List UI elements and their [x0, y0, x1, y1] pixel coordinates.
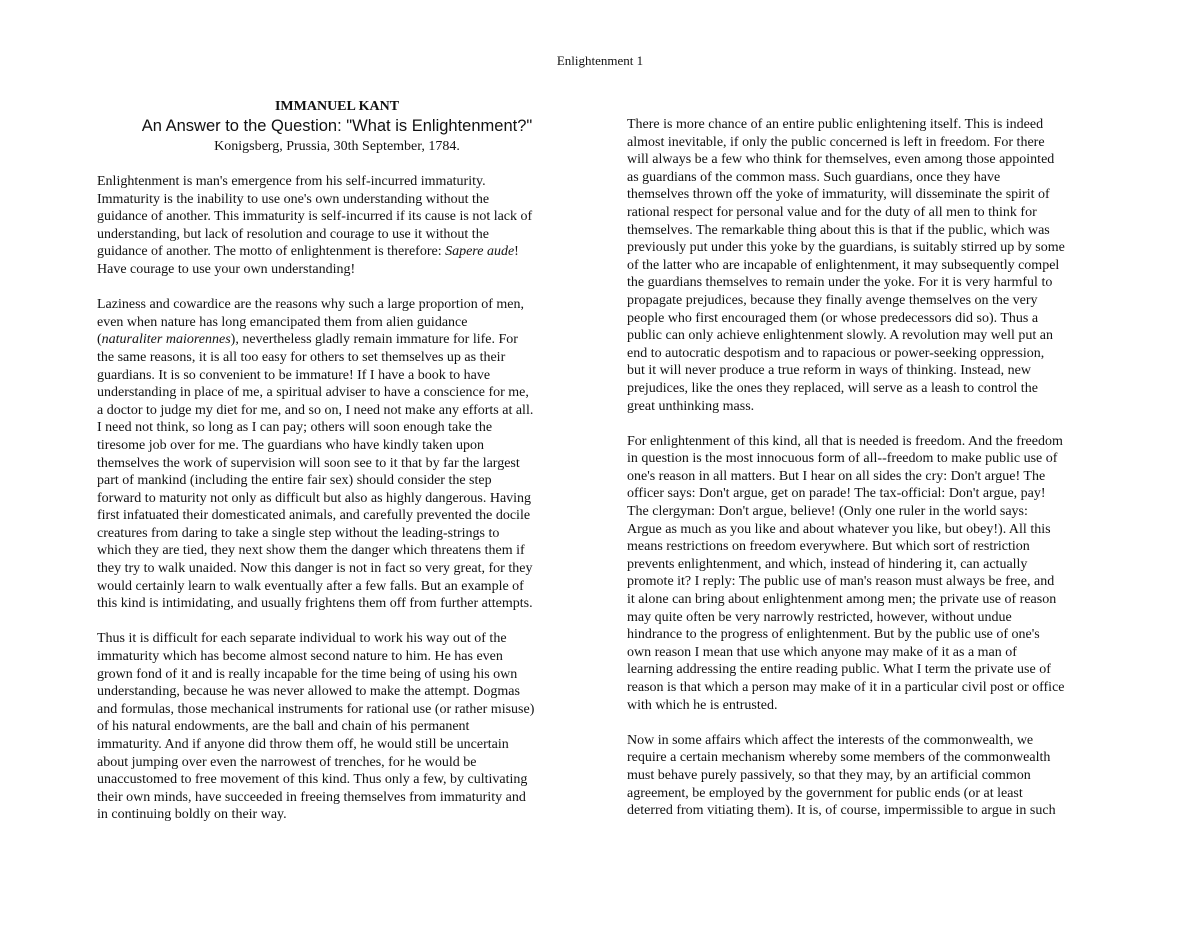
running-header: Enlightenment 1: [556, 53, 644, 68]
text-span: Enlightenment is man's emergence from his self-incurred immaturity. Immaturity is the inability to use one's own understanding without the guidance of another. This immaturity is self-incurred if its cause is not lack of understanding, but lack of resolution and courage to use it without the guidance of another. The motto of enlightenment is therefore:: [97, 174, 533, 260]
essay-title: An Answer to the Question: "What is Enlightenment?": [141, 117, 533, 135]
paragraph: For enlightenment of this kind, all that is needed is freedom. And the freedom in question is the most innocuous form of all--freedom to make public use of one's reason in all matters. But I hear on all sides the cry: Don't argue! The officer says: Don't argue, get on parade! The tax-official: Don't argue, pay! The clergyman: Don't argue, believe! (Only one ruler in the world says: Argue as much as you like and about whatever you like, but obey!). All this means restrictions on freedom everywhere. But which sort of restriction prevents enlightenment, and which, instead of hindering it, can actually promote it? I reply: The public use of man's reason must always be free, and it alone can bring about enlightenment among men; the private use of reason may quite often be very narrowly restricted, however, without undue hindrance to the progress of enlightenment. But by the public use of one's own reason I mean that use which anyone may make of it as a man of learning addressing the entire reading public. What I term the private use of reason is that which a person may make of it in a particular civil post or office with which he is entrusted.: [627, 433, 1065, 713]
paragraph: [97, 173, 577, 279]
title-block: [97, 97, 577, 156]
text-span: Laziness and cowardice are the reasons why such a large proportion of men, even when nature has long emancipated them from alien guidance (: [97, 297, 524, 348]
place-date: Konigsberg, Prussia, 30th September, 1784.: [214, 139, 460, 154]
paragraph: There is more chance of an entire public enlightening itself. This is indeed almost inevitable, if only the public concerned is left in freedom. For there will always be a few who think for themselves, even among those appointed as guardians of the common mass. Such guardians, once they have themselves thrown off the yoke of immaturity, will disseminate the spirit of rational respect for personal value and for the duty of all men to think for themselves. The remarkable thing about this is that if the public, which was previously put under this yoke by the guardians, is suitably stirred up by some of the latter who are incapable of enlightenment, it may subsequently compel the guardians themselves to remain under the yoke. For it is very harmful to propagate prejudices, because they finally avenge themselves on the very people who first encouraged them (or whose predecessors did so). Thus a public can only achieve enlightenment slowly. A revolution may well put an end to autocratic despotism and to rapacious or power-seeking oppression, but it will never produce a true reform in ways of thinking. Instead, new prejudices, like the ones they replaced, will serve as a leash to control the great unthinking mass.: [627, 117, 1065, 414]
left-column: [97, 97, 577, 824]
text-span: ), nevertheless gladly remain immature for life. For the same reasons, it is all too easy for others to set themselves up as their guardians. It is so convenient to be immature! If I have a book to have understanding in place of me, a spiritual adviser to have a conscience for me, a doctor to judge my diet for me, and so on, I need not make any efforts at all. I need not think, so long as I can pay; others will soon enough take the tiresome job over for me. The guardians who have kindly taken upon themselves the work of supervision will soon see to it that by far the largest part of mankind (including the entire fair sex) should consider the step forward to maturity not only as difficult but also as highly dangerous. Having first infatuated their domesticated animals, and carefully prevented the docile creatures from daring to take a single step without the leading-strings to which they are tied, they next show them the danger which threatens them if they try to walk unaided. Now this danger is not in fact so very great, for they would certainly learn to walk eventually after a few falls. But an example of this kind is intimidating, and usually frightens them off from further attempts.: [97, 332, 534, 612]
text-span: ! Have courage to use your own understanding!: [97, 244, 519, 277]
italic-phrase: naturaliter maiorennes: [101, 332, 231, 348]
author-heading: IMMANUEL KANT: [274, 99, 400, 114]
italic-phrase: Sapere aude: [445, 244, 515, 260]
paragraph: Thus it is difficult for each separate individual to work his way out of the immaturity which has become almost second nature to him. He has even grown fond of it and is really incapable for the time being of using his own understanding, because he was never allowed to make the attempt. Dogmas and formulas, those mechanical instruments for rational use (or rather misuse) of his natural endowments, are the ball and chain of his permanent immaturity. And if anyone did throw them off, he would still be uncertain about jumping over even the narrowest of trenches, for he would be unaccustomed to free movement of this kind. Thus only a few, by cultivating their own minds, have succeeded in freeing themselves from immaturity and in continuing boldly on their way.: [97, 631, 535, 823]
paragraph: [97, 296, 577, 613]
right-column: [627, 116, 1107, 820]
paragraph: Now in some affairs which affect the interests of the commonwealth, we require a certain mechanism whereby some members of the commonwealth must behave purely passively, so that they may, by an artificial common agreement, be employed by the government for public ends (or at least deterred from vitiating them). It is, of course, impermissible to argue in such: [627, 732, 1056, 819]
